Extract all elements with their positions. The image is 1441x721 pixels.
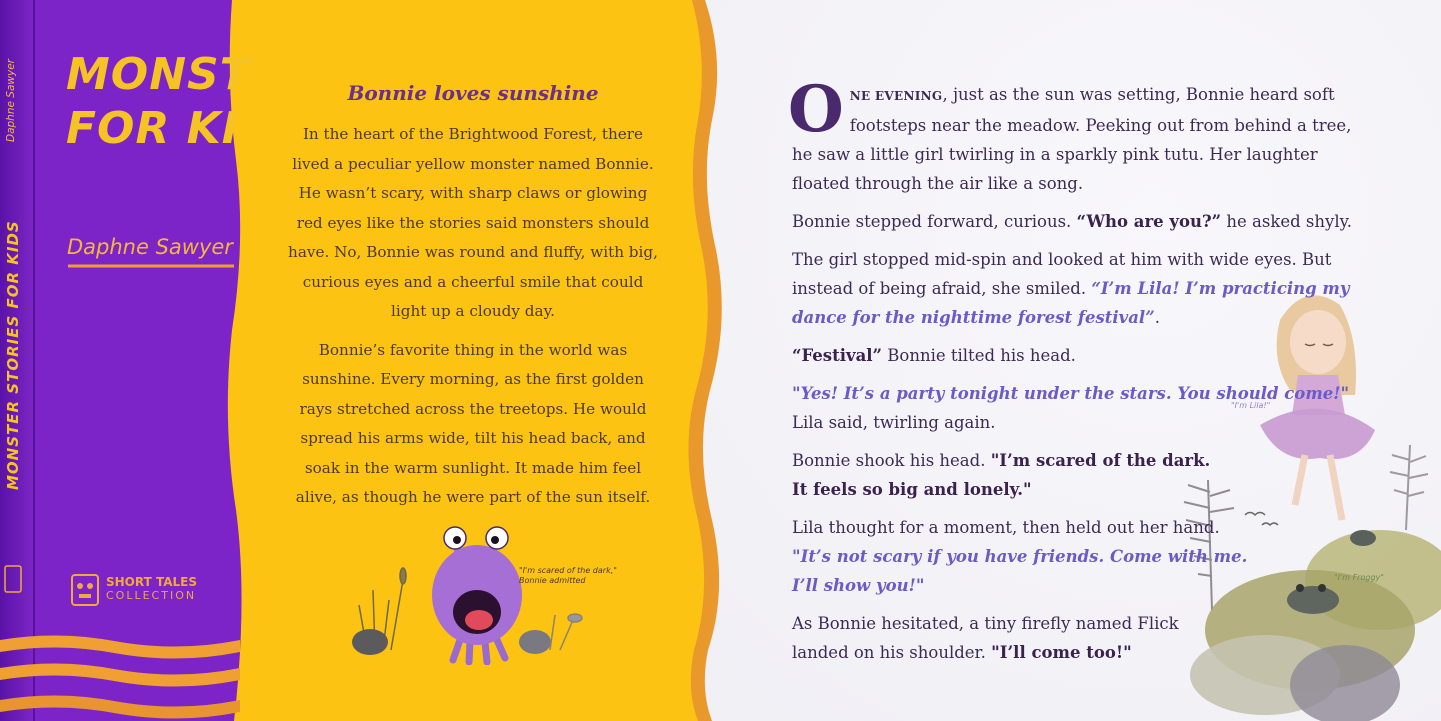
story-paragraph: "Yes! It’s a party tonight under the stars. You should come!" Lila said, twirling again. (792, 384, 1350, 432)
rock-icon (519, 630, 551, 654)
cover-author: Daphne Sawyer (67, 235, 233, 259)
bonnie-monster-illustration (345, 520, 595, 665)
spine-author: Daphne Sawyer (5, 59, 17, 142)
bonnie-monster (432, 527, 522, 662)
froggy-caption: "I'm Froggy" (1334, 573, 1384, 582)
collection-logo-text: SHORT TALES COLLECTION (106, 575, 197, 602)
fern-right (1390, 445, 1428, 530)
rock-icon (352, 629, 388, 655)
left-page-text (286, 80, 660, 522)
story-paragraph: As Bonnie hesitated, a tiny firefly named Flick landed on his shoulder. "I’ll come too!" (792, 614, 1179, 662)
story-paragraph: Lila thought for a moment, then held out her hand. "It’s not scary if you have friends. Come with me. I’ll show you!" (792, 518, 1248, 595)
story-paragraph: Bonnie stepped forward, curious. “Who are you?” he asked shyly. (792, 212, 1352, 231)
dropcap: O (788, 72, 844, 147)
spine-title: MONSTER STORIES FOR KIDS (4, 220, 22, 490)
story-paragraph: The girl stopped mid-spin and looked at him with wide eyes. But instead of being afraid, she smiled. “I’m Lila! I’m practicing my dance for the nighttime forest festival”. (792, 250, 1350, 327)
left-paragraph-2: Bonnie’s favorite thing in the world was sunshine. Every morning, as the first golden rays stretched across the treetops. He would spread his arms wide, tilt his head back, and soak in the warm sunlight. It made him feel alive, as though he were part of the sun itself. (295, 340, 651, 506)
grass-right (550, 614, 582, 650)
cover-title: MONST FOR KI (66, 49, 251, 154)
story-paragraph: “Festival” Bonnie tilted his head. (792, 346, 1076, 365)
story-paragraph: Bonnie shook his head. "I’m scared of the dark. It feels so big and lonely." (792, 451, 1211, 499)
left-paragraph-1: In the heart of the Brightwood Forest, there lived a peculiar yellow monster named Bonnie. He wasn’t scary, with sharp claws or glowing red eyes like the stories said monsters should have. No, Bonnie was round and fluffy, with big, curious eyes and a cheerful smile that could light up a cloudy day. (288, 125, 658, 320)
story-paragraph: ONE EVENING, just as the sun was setting, Bonnie heard soft footsteps near the meadow. Peeking out from behind a tree, he saw a little girl twirling in a sparkly pink tutu. Her laughter floated through the air like a song. (788, 72, 1352, 193)
bonnie-caption: "I'm scared of the dark," Bonnie admitted (519, 566, 617, 585)
chapter-title: Bonnie loves sunshine (347, 81, 599, 105)
lila-caption: "I'm Lila!" (1231, 401, 1271, 410)
story-text (788, 72, 1362, 676)
